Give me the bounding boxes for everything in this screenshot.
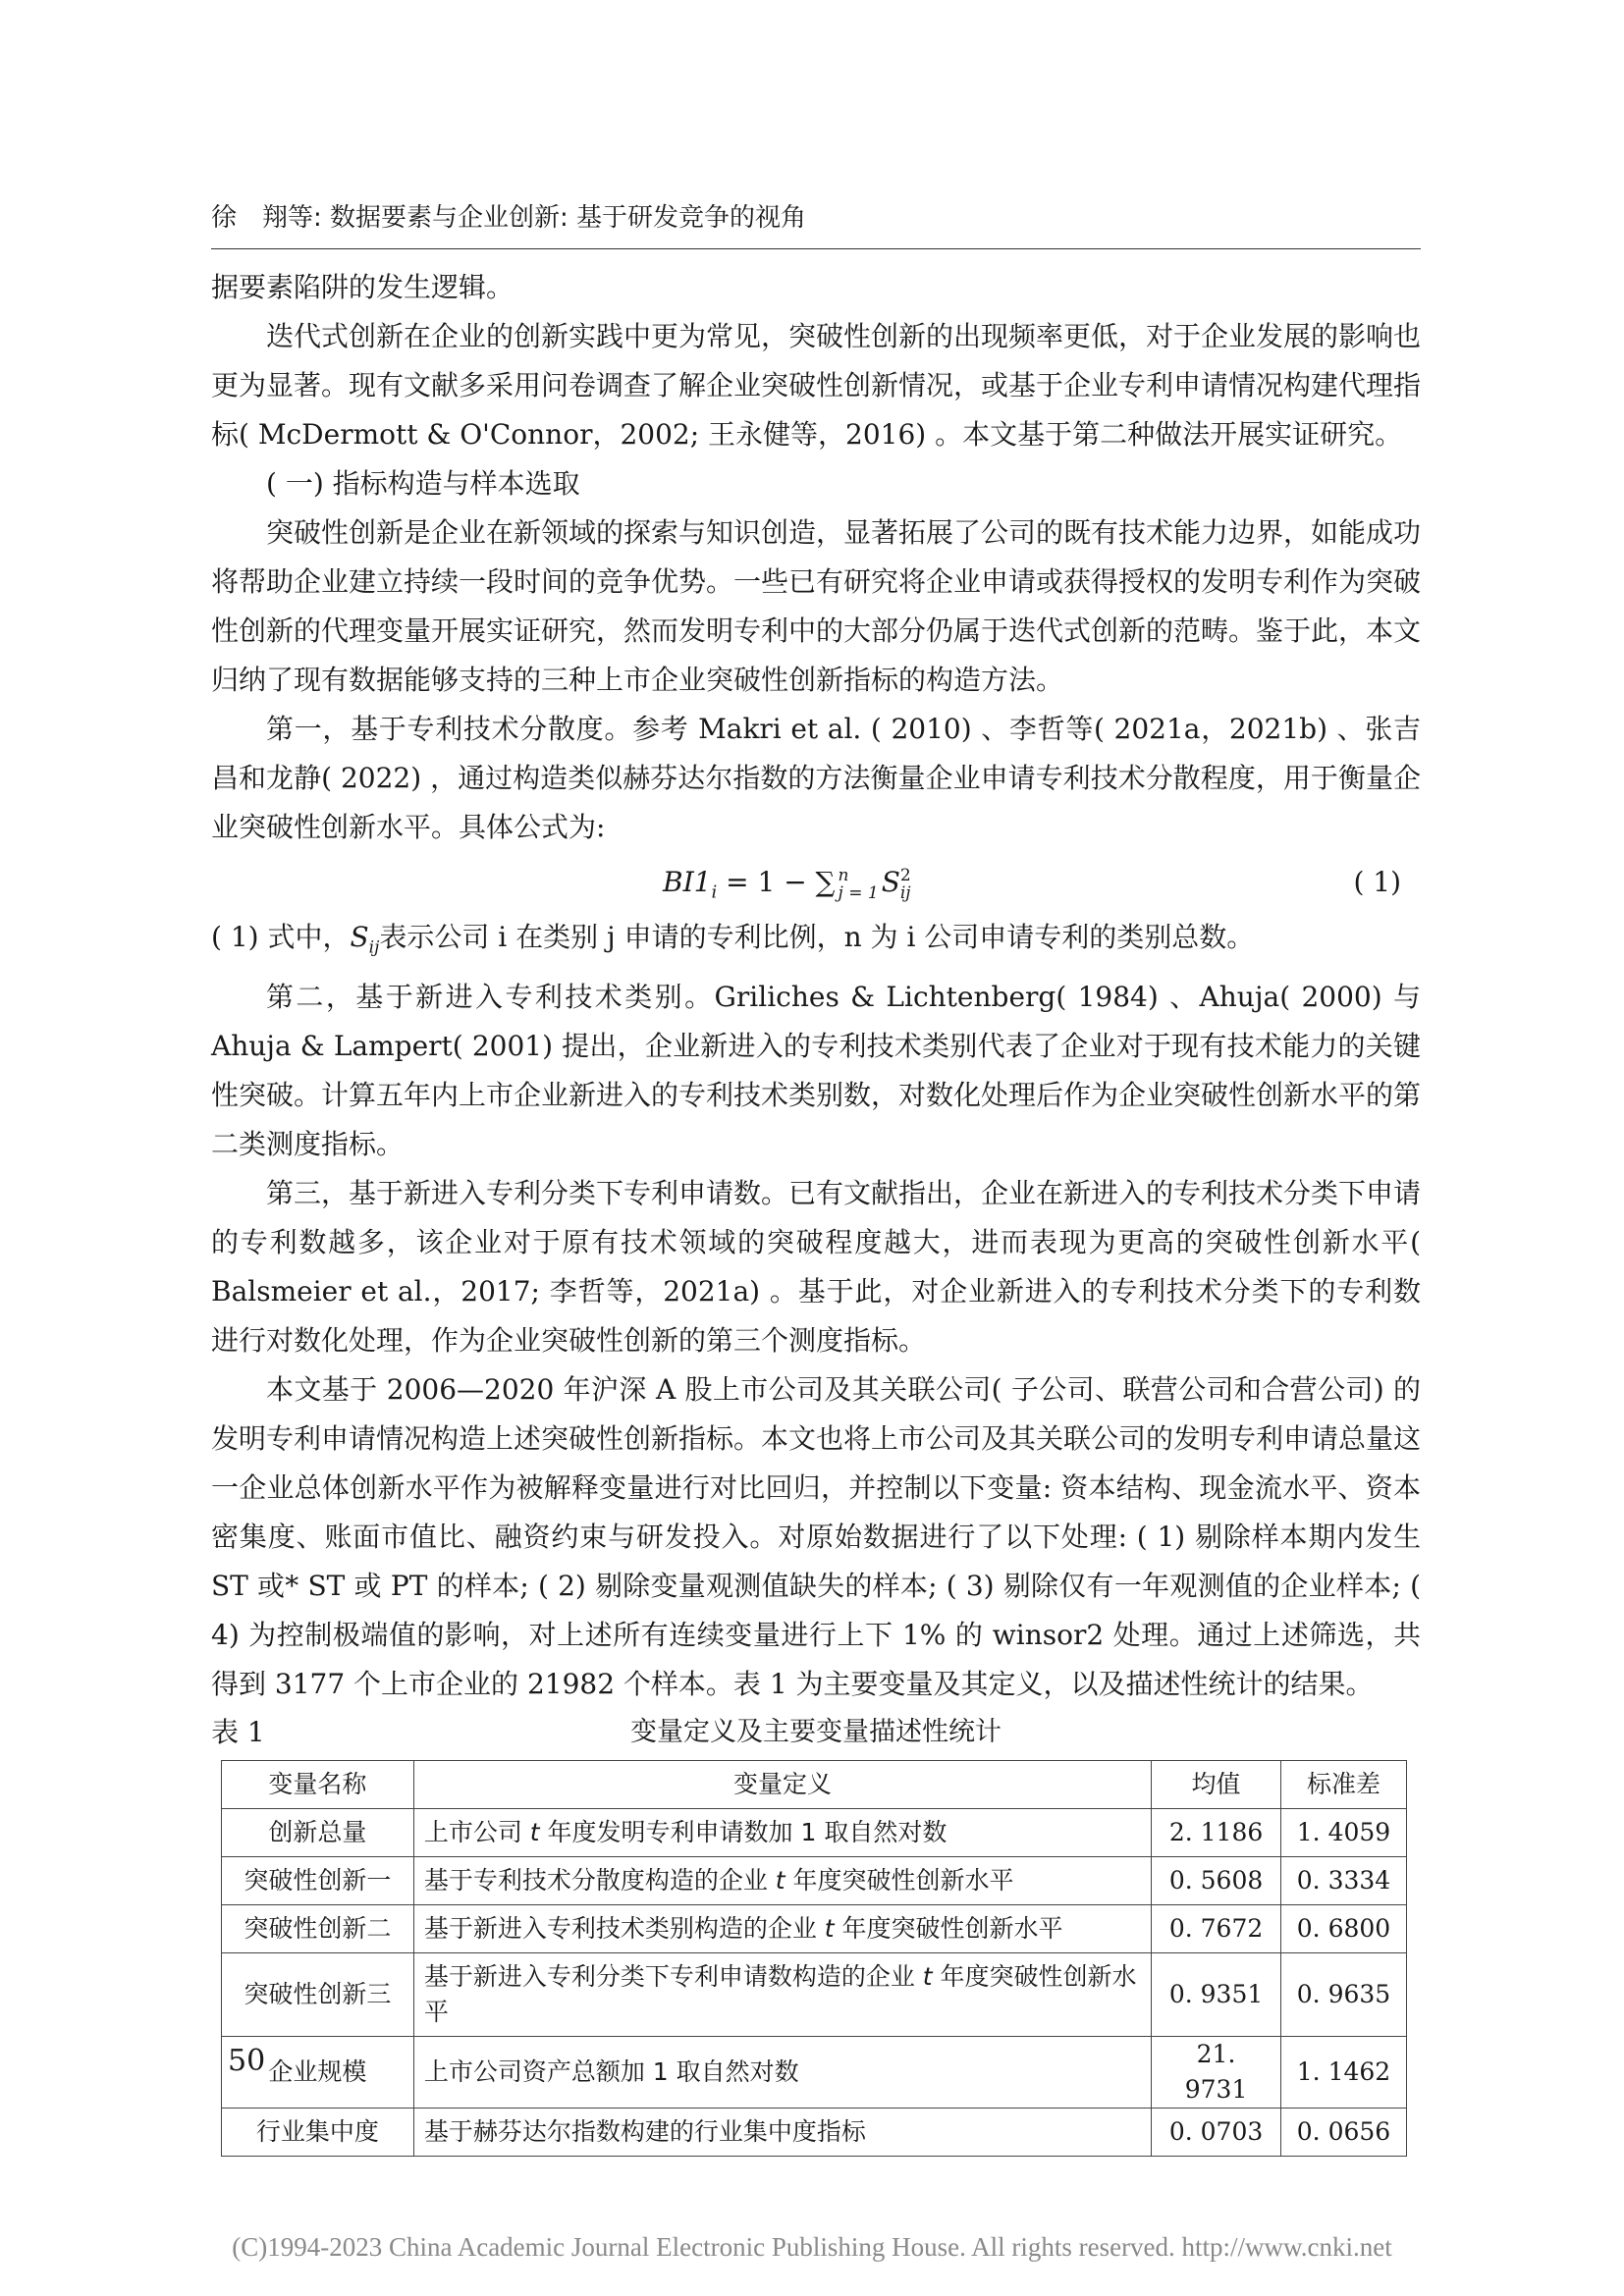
cell-name: 突破性创新三 [222,1952,414,2036]
cell-std: 1. 1462 [1281,2036,1407,2108]
formula-var: S [881,866,900,898]
cell-std: 1. 4059 [1281,1808,1407,1856]
table-header-row [222,1760,1407,1808]
header-variable-name: 变量名称 [222,1760,414,1808]
header-variable-definition: 变量定义 [413,1760,1151,1808]
paragraph-3: 第一，基于专利技术分散度。参考 Makri et al. ( 2010) 、李哲等( 2021a，2021b) 、张吉昌和龙静( 2022) ，通过构造类似赫芬达尔指数的方法衡量企业申请专利技术分散程度，用于衡量企业突破性创新水平。具体公式为: [211,713,1421,843]
page-number: 50 [228,2044,266,2078]
paragraph-4-start: ( 1) 式中， [211,921,351,953]
sum-upper-limit: n [838,865,849,885]
cell-name: 创新总量 [222,1808,414,1856]
cell-definition: 上市公司 t 年度发明专利申请数加 1 取自然对数 [413,1808,1151,1856]
cell-name: 行业集中度 [222,2108,414,2156]
paragraph-4-end: 表示公司 i 在类别 j 申请的专利比例，n 为 i 公司申请专利的类别总数。 [379,921,1255,953]
table-row [222,1856,1407,1904]
inline-var-sub: ij [368,937,380,958]
running-title: 徐 翔等: 数据要素与企业创新: 基于研发竞争的视角 [211,203,807,233]
table-caption [211,1711,1421,1754]
cell-definition: 基于新进入专利技术类别构造的企业 t 年度突破性创新水平 [413,1904,1151,1952]
paragraph-2: 突破性创新是企业在新领域的探索与知识创造，显著拓展了公司的既有技术能力边界，如能成功将帮助企业建立持续一段时间的竞争优势。一些已有研究将企业申请或获得授权的发明专利作为突破性创新的代理变量开展实证研究，然而发明专利中的大部分仍属于迭代式创新的范畴。鉴于此，本文归纳了现有数据能够支持的三种上市企业突破性创新指标的构造方法。 [211,516,1422,696]
cell-name: 突破性创新一 [222,1856,414,1904]
table-row [222,2036,1407,2108]
cell-mean: 0. 7672 [1152,1904,1281,1952]
paragraph-0: 据要素陷阱的发生逻辑。 [211,271,514,303]
sum-lower-limit: j = 1 [838,882,879,903]
header-std: 标准差 [1281,1760,1407,1808]
article-body [211,263,1421,2157]
var-subscript: ij [899,882,911,903]
inline-var: S [350,921,369,953]
paragraph-7: 本文基于 2006—2020 年沪深 A 股上市公司及其关联公司( 子公司、联营公司和合营公司) 的发明专利申请情况构造上述突破性创新指标。本文也将上市公司及其关联公司的发明专利申请总量这一企业总体创新水平作为被解释变量进行对比回归，并控制以下变量: 资本结构、现金流水平、资本密集度、账面市值比、融资约束与研发投入。对原始数据进行了以下处理: ( 1) 剔除样本期内发生 ST 或* ST 或 PT 的样本; ( 2) 剔除变量观测值缺失的样本; ( 3) 剔除仅有一年观测值的企业样本; ( 4) 为控制极端值的影响，对上述所有连续变量进行上下 1% 的 winsor2 处理。通过上述筛选，共得到 3177 个上市企业的 21982 个样本。表 1 为主要变量及其定义，以及描述性统计的结果。 [211,1372,1422,1700]
copyright-footer: (C)1994-2023 China Academic Journal Electronic Publishing House. All rights reserved. http://www.cnki.net [232,2232,1392,2262]
paragraph-5: 第二，基于新进入专利技术类别。Griliches & Lichtenberg( 1984) 、Ahuja( 2000) 与 Ahuja & Lampert( 2001) 提出，企业新进入的专利技术类别代表了企业对于现有技术能力的关键性突破。计算五年内上市企业新进入的专利技术类别数，对数化处理后作为企业突破性创新水平的第二类测度指标。 [211,980,1422,1160]
formula-expression [663,852,911,924]
variables-table [221,1760,1407,2157]
var-superscript: 2 [899,865,911,885]
formula-number: ( 1) [1353,866,1401,898]
formula-1 [211,852,1421,913]
cell-mean: 2. 1186 [1152,1808,1281,1856]
cell-mean: 0. 9351 [1152,1952,1281,2036]
cell-mean: 21. 9731 [1152,2036,1281,2108]
table-row [222,1904,1407,1952]
cell-name: 企业规模 [222,2036,414,2108]
header-mean: 均值 [1152,1760,1281,1808]
paragraph-6: 第三，基于新进入专利分类下专利申请数。已有文献指出，企业在新进入的专利技术分类下申请的专利数越多，该企业对于原有技术领域的突破程度越大，进而表现为更高的突破性创新水平( Balsmeier et al.，2017; 李哲等，2021a) 。基于此，对企业新进入的专利技术分类下的专利数进行对数化处理，作为企业突破性创新的第三个测度指标。 [211,1176,1422,1357]
cell-name: 突破性创新二 [222,1904,414,1952]
cell-definition: 基于专利技术分散度构造的企业 t 年度突破性创新水平 [413,1856,1151,1904]
running-header [211,201,1421,249]
table-label: 表 1 [211,1715,265,1748]
cell-std: 0. 9635 [1281,1952,1407,2036]
cell-definition: 上市公司资产总额加 1 取自然对数 [413,2036,1151,2108]
table-row [222,2108,1407,2156]
cell-std: 0. 0656 [1281,2108,1407,2156]
cell-std: 0. 3334 [1281,1856,1407,1904]
section-heading: ( 一) 指标构造与样本选取 [266,467,580,500]
cell-definition: 基于新进入专利分类下专利申请数构造的企业 t 年度突破性创新水平 [413,1952,1151,2036]
paragraph-1: 迭代式创新在企业的创新实践中更为常见，突破性创新的出现频率更低，对于企业发展的影响也更为显著。现有文献多采用问卷调查了解企业突破性创新情况，或基于企业专利申请情况构建代理指标( McDermott & O'Connor，2002; 王永健等，2016) 。本文基于第二种做法开展实证研究。 [211,320,1422,451]
cell-definition: 基于赫芬达尔指数构建的行业集中度指标 [413,2108,1151,2156]
table-title: 变量定义及主要变量描述性统计 [630,1716,1001,1747]
var-scripts [900,867,911,902]
formula-sum-operator: = 1 − ∑ [717,866,836,898]
sum-limits [839,867,879,902]
table-row [222,1808,1407,1856]
formula-lhs-sub: i [711,881,718,903]
cell-mean: 0. 5608 [1152,1856,1281,1904]
formula-lhs: BI1 [663,866,712,898]
table-row [222,1952,1407,2036]
cell-mean: 0. 0703 [1152,2108,1281,2156]
cell-std: 0. 6800 [1281,1904,1407,1952]
